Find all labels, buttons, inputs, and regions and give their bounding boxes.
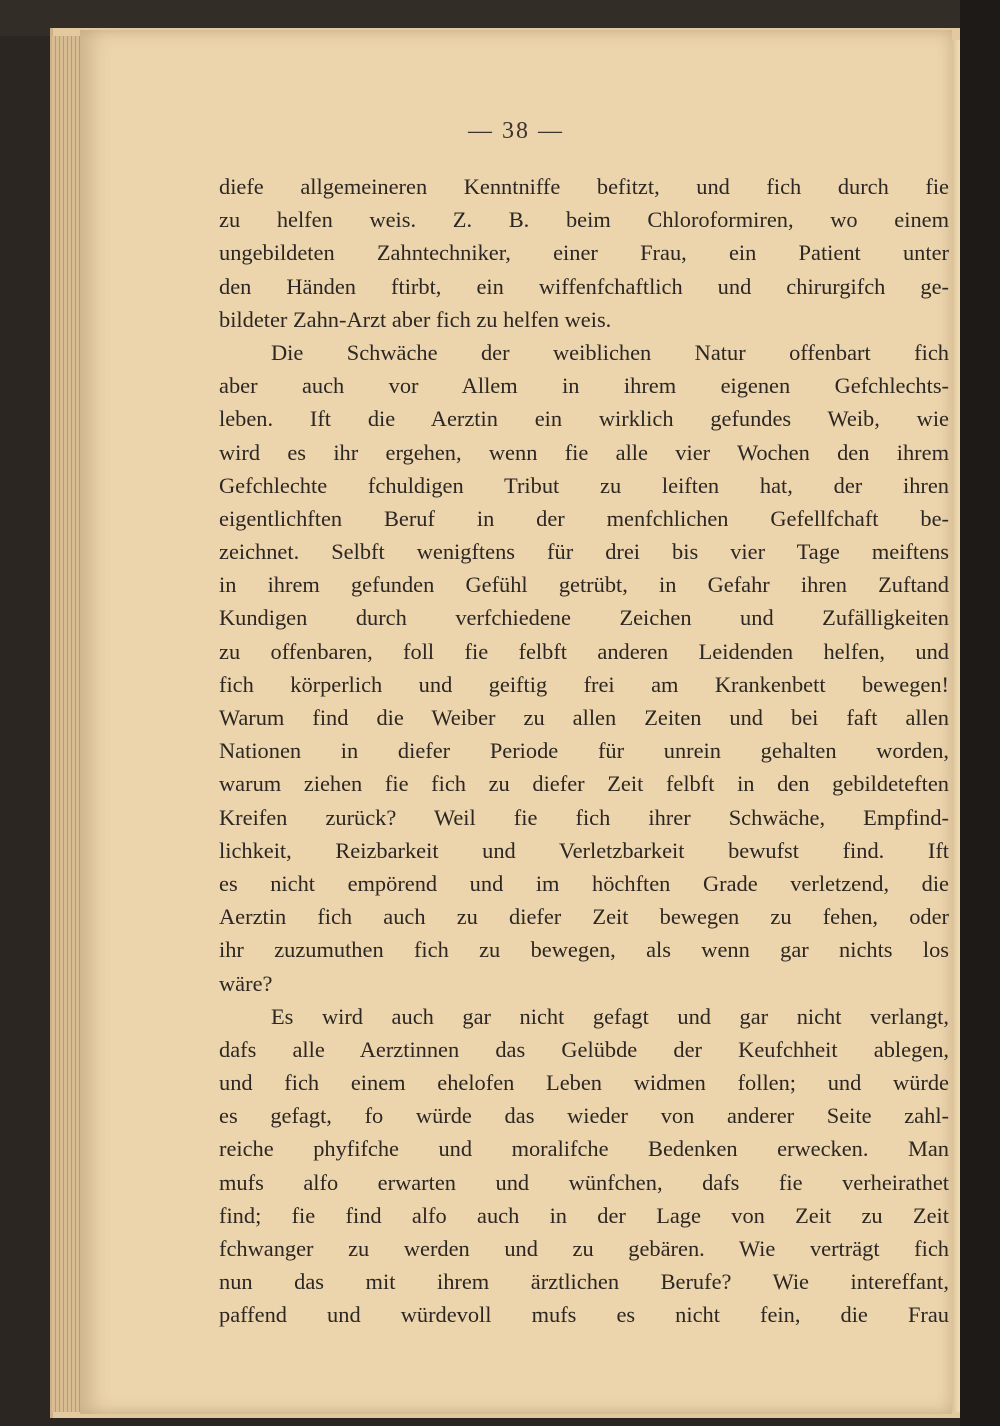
body-text [219,170,949,1332]
text-line: ungebildeten Zahntechniker, einer Frau, ein Patient unter [219,240,949,266]
text-line: es gefagt, fo würde das wieder von anderer Seite zahl- [219,1103,949,1129]
text-line: es nicht empörend und im höchften Grade verletzend, die [219,870,949,896]
text-line: in ihrem gefunden Gefühl getrübt, in Gefahr ihren Zuftand [219,572,949,598]
text-line: bildeter Zahn-Arzt aber fich zu helfen weis. [219,306,612,332]
text-line: Kreifen zurück? Weil fie fich ihrer Schwäche, Empfind- [219,804,949,830]
text-line: ihr zuzumuthen fich zu bewegen, als wenn gar nichts los [219,937,949,963]
text-line: zeichnet. Selbft wenigftens für drei bis vier Tage meiftens [219,539,949,565]
text-line: zu offenbaren, foll fie felbft anderen Leidenden helfen, und [219,638,949,664]
text-line: aber auch vor Allem in ihrem eigenen Gefchlechts- [219,373,949,399]
text-line: leben. Ift die Aerztin ein wirklich gefundes Weib, wie [219,406,949,432]
book-page [80,30,952,1414]
text-line: wird es ihr ergehen, wenn fie alle vier Wochen den ihrem [219,439,949,465]
text-line: Aerztin fich auch zu diefer Zeit bewegen zu fehen, oder [219,904,949,930]
text-line: Nationen in diefer Periode für unrein gehalten worden, [219,738,949,764]
text-line: Kundigen durch verfchiedene Zeichen und Zufälligkeiten [219,605,949,631]
text-line: zu helfen weis. Z. B. beim Chloroformiren, wo einem [219,207,949,233]
text-line: fchwanger zu werden und zu gebären. Wie verträgt fich [219,1236,949,1261]
text-line: nun das mit ihrem ärztlichen Berufe? Wie intereffant, [219,1269,949,1295]
text-line: find; fie find alfo auch in der Lage von Zeit zu Zeit [219,1202,949,1228]
text-line: reiche phyfifche und moralifche Bedenken erwecken. Man [219,1136,949,1162]
text-line: Gefchlechte fchuldigen Tribut zu leiften hat, der ihren [219,472,949,498]
text-line: und fich einem ehelofen Leben widmen follen; und würde [219,1070,949,1096]
text-line: mufs alfo erwarten und wünfchen, dafs fie verheirathet [219,1169,949,1195]
text-line: wäre? [219,970,273,996]
page-edges-left [52,36,82,1412]
text-line: dafs alle Aerztinnen das Gelübde der Keufchheit ablegen, [219,1036,949,1062]
text-line: diefe allgemeineren Kenntniffe befitzt, und fich durch fie [219,174,949,199]
text-line: warum ziehen fie fich zu diefer Zeit felbft in den gebildeteften [219,771,949,797]
page-number: — 38 — [468,118,564,144]
text-line: lichkeit, Reizbarkeit und Verletzbarkeit bewufst find. Ift [219,837,949,863]
text-line: paffend und würdevoll mufs es nicht fein, die Frau [219,1302,949,1328]
text-line: Warum find die Weiber zu allen Zeiten und bei faft allen [219,705,949,730]
text-line: eigentlichften Beruf in der menfchlichen Gefellfchaft be- [219,505,949,531]
text-line: Die Schwäche der weiblichen Natur offenbart fich [271,339,949,365]
text-line: den Händen ftirbt, ein wiffenfchaftlich und chirurgifch ge- [219,273,949,299]
scan-background-right [960,0,1000,1426]
text-line: Es wird auch gar nicht gefagt und gar nicht verlangt, [271,1003,949,1029]
text-line: fich körperlich und geiftig frei am Krankenbett bewegen! [219,671,949,697]
